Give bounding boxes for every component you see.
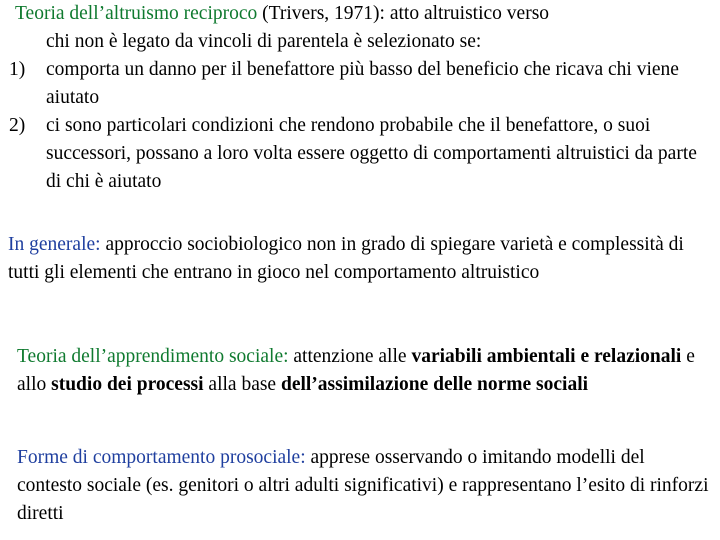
trivers-item-1 [9,56,715,112]
apprendimento-text-a: attenzione alle [288,346,412,367]
generale-text: approccio sociobiologico non in grado di spiegare varietà e complessità di tutti gli elementi che entrano in gioco nel comportamento altruistico [8,234,684,283]
trivers-item-1-text: comporta un danno per il benefattore più basso del beneficio che ricava chi viene aiutato [46,59,679,108]
trivers-item-2 [9,112,715,196]
apprendimento-section [17,343,707,399]
trivers-line1-rest: (Trivers, 1971): atto altruistico verso [257,3,550,24]
apprendimento-bold-a: variabili ambientali e relazionali [411,346,682,367]
trivers-first-line [9,0,715,28]
trivers-item-2-text: ci sono particolari condizioni che rendono probabile che il benefattore, o suoi successori, possano a loro volta essere oggetto di comportamenti altruistici da parte di chi è aiutato [46,115,697,192]
trivers-section [9,0,715,196]
apprendimento-text-b: e allo [17,346,695,395]
trivers-title: Teoria dell’altruismo reciproco [15,3,258,24]
prosociale-title: Forme di comportamento prosociale: [17,447,306,468]
generale-title: In generale: [8,234,101,255]
trivers-item-2-number: 2) [9,115,26,136]
prosociale-section [17,444,713,528]
apprendimento-bold-b: studio dei processi [51,374,204,395]
prosociale-text: apprese osservando o imitando modelli del contesto sociale (es. genitori o altri adulti significativi) e rappresentano l’esito di rinforzi diretti [17,447,709,524]
apprendimento-text-c: alla base [203,374,281,395]
apprendimento-bold-c: dell’assimilazione delle norme sociali [280,374,589,395]
apprendimento-title: Teoria dell’apprendimento sociale: [17,346,289,367]
trivers-item-1-number: 1) [9,59,26,80]
trivers-line2: chi non è legato da vincoli di parentela è selezionato se: [46,31,482,52]
generale-section [8,231,716,287]
